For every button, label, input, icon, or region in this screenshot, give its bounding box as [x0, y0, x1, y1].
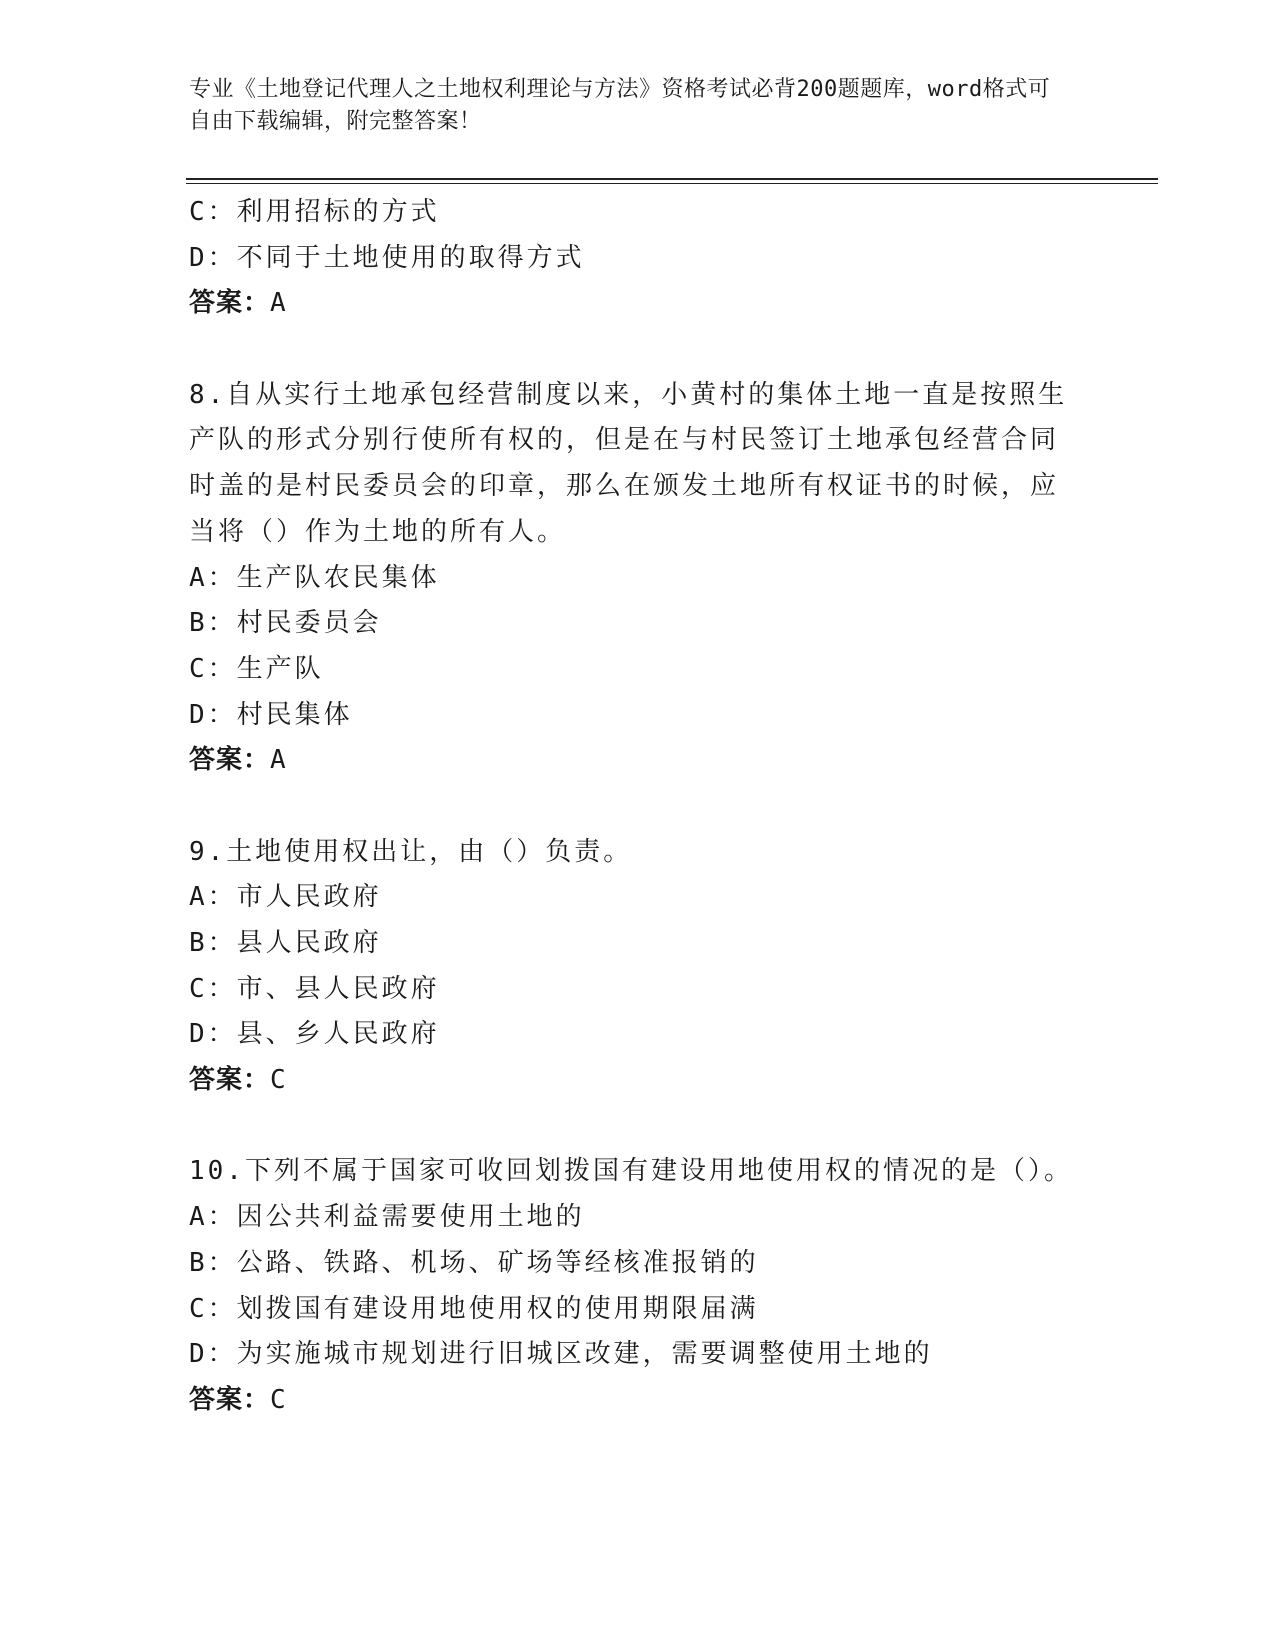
- question-stem-line: 10.下列不属于国家可收回划拨国有建设用地使用权的情况的是（）。: [189, 1156, 1073, 1187]
- option-letter: C：: [189, 653, 237, 684]
- option-text: 县、乡人民政府: [236, 1019, 440, 1050]
- answer-label: 答案：: [189, 1384, 271, 1415]
- option-line: [189, 1332, 1089, 1378]
- question-stem-line: 9.土地使用权出让，由（）负责。: [189, 836, 633, 867]
- option-line: [189, 967, 1089, 1013]
- option-letter: A：: [189, 1202, 237, 1233]
- option-letter: B：: [189, 608, 237, 639]
- option-line: [189, 1012, 1089, 1058]
- option-text: 不同于土地使用的取得方式: [236, 242, 585, 273]
- header-divider: [186, 178, 1158, 184]
- question-10: [189, 1149, 1089, 1423]
- option-text: 利用招标的方式: [236, 197, 440, 227]
- answer-line: [189, 281, 1089, 327]
- option-text: 因公共利益需要使用土地的: [236, 1202, 585, 1233]
- option-line: [189, 921, 1089, 967]
- answer-label: 答案：: [189, 288, 271, 319]
- option-letter: C：: [189, 197, 237, 227]
- option-line: [189, 693, 1089, 739]
- option-letter: D：: [189, 242, 237, 273]
- option-line: [189, 190, 1089, 236]
- answer-value: C: [270, 1065, 287, 1096]
- question-stem-line: 8.自从实行土地承包经营制度以来，小黄村的集体土地一直是按照生: [189, 379, 1068, 410]
- option-letter: D：: [189, 1019, 237, 1050]
- option-text: 市人民政府: [236, 882, 382, 913]
- option-text: 为实施城市规划进行旧城区改建，需要调整使用土地的: [236, 1339, 933, 1370]
- page-header-text: 专业《土地登记代理人之土地权利理论与方法》资格考试必背200题题库，word格式可自由下载编辑，附完整答案！: [189, 77, 1051, 134]
- option-text: 生产队农民集体: [236, 562, 440, 593]
- option-text: 公路、铁路、机场、矿场等经核准报销的: [236, 1247, 759, 1278]
- question-stem-line: 产队的形式分别行使所有权的，但是在与村民签订土地承包经营合同: [189, 425, 1060, 456]
- option-line: [189, 556, 1089, 602]
- option-letter: D：: [189, 1339, 237, 1370]
- option-text: 市、县人民政府: [236, 973, 440, 1004]
- answer-value: C: [270, 1384, 287, 1415]
- option-letter: D：: [189, 699, 237, 730]
- question-stem-line: 当将（）作为土地的所有人。: [189, 516, 567, 547]
- option-line: [189, 1241, 1089, 1287]
- option-letter: A：: [189, 562, 237, 593]
- option-line: [189, 601, 1089, 647]
- answer-value: A: [270, 745, 287, 776]
- option-line: [189, 1195, 1089, 1241]
- question-9: [189, 830, 1089, 1104]
- option-line: [189, 236, 1089, 282]
- option-text: 村民集体: [236, 699, 353, 730]
- answer-value: A: [270, 288, 287, 319]
- option-letter: A：: [189, 882, 237, 913]
- answer-label: 答案：: [189, 745, 271, 776]
- option-line: [189, 1287, 1089, 1333]
- option-letter: C：: [189, 1293, 237, 1324]
- question-8: [189, 373, 1089, 784]
- answer-line: [189, 1058, 1089, 1104]
- answer-label: 答案：: [189, 1065, 271, 1096]
- answer-line: [189, 738, 1089, 784]
- option-text: 划拨国有建设用地使用权的使用期限届满: [236, 1293, 759, 1324]
- option-line: [189, 875, 1089, 921]
- option-letter: B：: [189, 928, 237, 958]
- question-content: [189, 190, 1089, 1424]
- answer-line: [189, 1378, 1089, 1424]
- option-text: 村民委员会: [236, 608, 382, 639]
- option-text: 生产队: [236, 653, 324, 684]
- question-stem-line: 时盖的是村民委员会的印章，那么在颁发土地所有权证书的时候，应: [189, 471, 1060, 502]
- option-letter: B：: [189, 1247, 237, 1278]
- option-line: [189, 647, 1089, 693]
- option-letter: C：: [189, 973, 237, 1004]
- option-text: 县人民政府: [236, 928, 382, 958]
